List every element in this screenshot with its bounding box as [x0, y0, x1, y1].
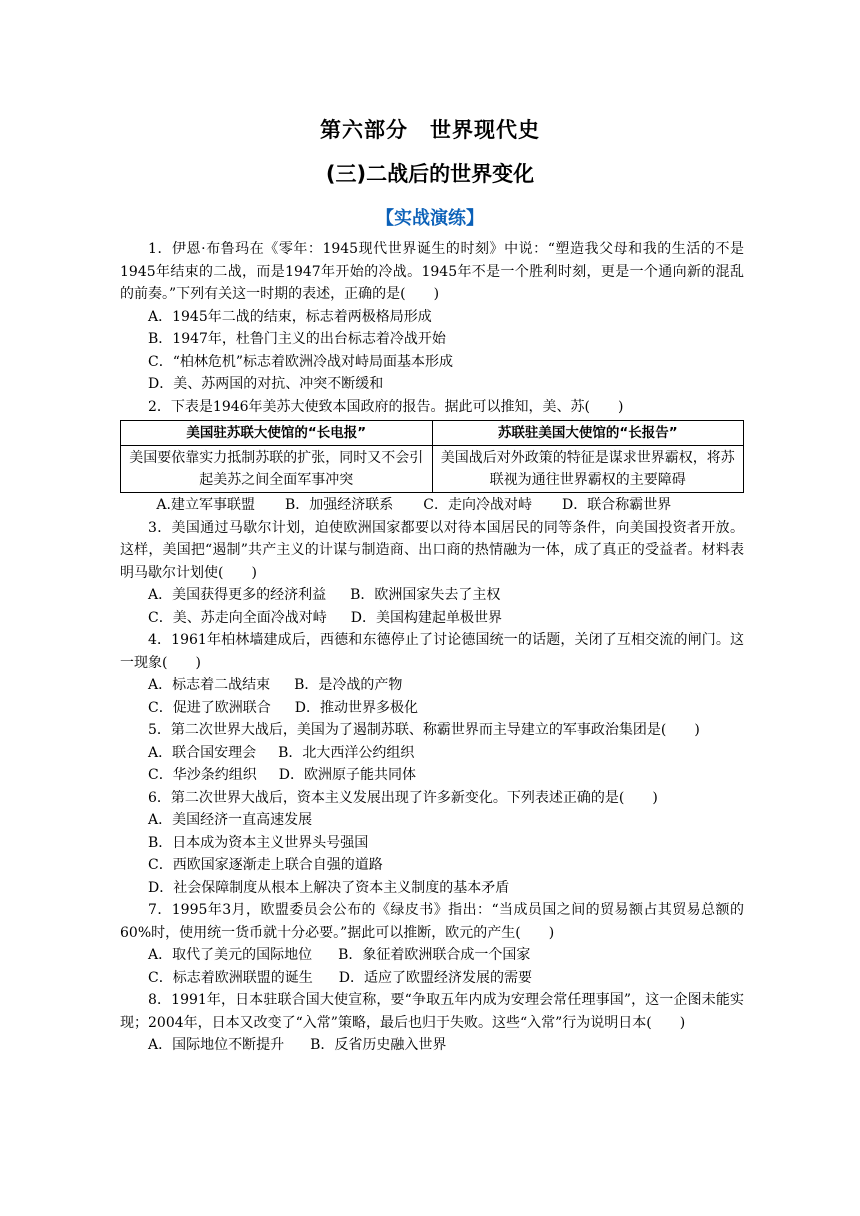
question-5-option-b: B．北大西洋公约组织 — [278, 744, 415, 761]
table-header-row — [121, 421, 744, 446]
question-4-options-row1 — [120, 674, 744, 697]
question-3-option-b: B．欧洲国家失去了主权 — [350, 587, 501, 603]
question-3-stem: 3．美国通过马歇尔计划，迫使欧洲国家都要以对待本国居民的同等条件，向美国投资者开放。这样，美国把“遏制”共产主义的计谋与制造商、出口商的热情融为一体，成了真正的受益者。材料表明马歇尔计划使( ) — [120, 519, 744, 581]
part-title: 第六部分 世界现代史 — [320, 118, 540, 142]
question-8-options-row1 — [120, 1034, 744, 1057]
question-8-option-b: B．反省历史融入世界 — [310, 1037, 447, 1053]
question-list — [120, 238, 744, 1057]
question-3-option-d: D．美国构建起单极世界 — [350, 609, 502, 626]
question-1-option-c: C．“柏林危机”标志着欧洲冷战对峙局面基本形成 — [148, 353, 454, 370]
table-cell: 美国要依靠实力抵制苏联的扩张，同时又不会引起美苏之间全面军事冲突 — [121, 446, 433, 493]
table-cell: 美国战后对外政策的特征是谋求世界霸权，将苏联视为通往世界霸权的主要障碍 — [432, 446, 744, 493]
section-heading: 【实战演练】 — [376, 208, 484, 229]
question-4-stem: 4．1961年柏林墙建成后，西德和东德停止了讨论德国统一的话题，关闭了互相交流的闸门。这一现象( ) — [120, 632, 744, 671]
question-3-options-row1 — [120, 584, 744, 607]
question-1-option-b: B．1947年，杜鲁门主义的出台标志着冷战开始 — [148, 331, 446, 347]
question-7-option-a: A．取代了美元的国际地位 — [148, 947, 313, 963]
question-3-option-c: C．美、苏走向全面冷战对峙 — [148, 609, 327, 626]
question-7-option-b: B．象征着欧洲联合成一个国家 — [338, 947, 531, 963]
question-1-option-d: D．美、苏两国的对抗、冲突不断缓和 — [148, 376, 384, 392]
question-6-option-d: D．社会保障制度从根本上解决了资本主义制度的基本矛盾 — [148, 879, 510, 896]
question-5-options-row1 — [120, 742, 744, 765]
question-6-option-c: C．西欧国家逐渐走上联合自强的道路 — [148, 857, 383, 873]
question-7-options-row1 — [120, 944, 744, 967]
question-7-options-row2 — [120, 967, 744, 990]
table-header-cell: 美国驻苏联大使馆的“长电报” — [121, 421, 433, 446]
question-3-option-a: A．美国获得更多的经济利益 — [148, 587, 327, 603]
question-7-option-c: C．标志着欧洲联盟的诞生 — [148, 969, 313, 986]
question-3-options-row2 — [120, 607, 744, 630]
question-1-option-a: A．1945年二战的结束，标志着两极格局形成 — [148, 308, 432, 325]
table-row — [121, 446, 744, 493]
table-header-cell: 苏联驻美国大使馆的“长报告” — [432, 421, 744, 446]
question-4-options-row2 — [120, 697, 744, 720]
question-2-option-d: D．联合称霸世界 — [561, 497, 672, 513]
question-2-option-a: A.建立军事联盟 — [156, 497, 255, 513]
question-5-option-d: D．欧洲原子能共同体 — [278, 767, 416, 783]
question-7-stem: 7．1995年3月，欧盟委员会公布的《绿皮书》指出：“当成员国之间的贸易额占其贸易总额的60%时，使用统一货币就十分必要。”据此可以推断，欧元的产生( ) — [120, 902, 744, 941]
question-6-stem: 6．第二次世界大战后，资本主义发展出现了许多新变化。下列表述正确的是( ) — [148, 789, 658, 806]
question-8-option-a: A．国际地位不断提升 — [148, 1037, 285, 1053]
question-4-option-c: C．促进了欧洲联合 — [148, 699, 271, 716]
question-4-option-a: A．标志着二战结束 — [148, 677, 271, 693]
question-4-option-d: D．推动世界多极化 — [294, 699, 418, 716]
question-2-stem: 2．下表是1946年美苏大使致本国政府的报告。据此可以推知，美、苏( ) — [148, 398, 624, 415]
question-5-options-row2 — [120, 764, 744, 787]
question-6-option-b: B．日本成为资本主义世界头号强国 — [148, 834, 369, 851]
question-5-stem: 5．第二次世界大战后，美国为了遏制苏联、称霸世界而主导建立的军事政治集团是( ) — [148, 722, 700, 738]
question-5-option-a: A．联合国安理会 — [148, 744, 257, 761]
question-1-stem: 1．伊恩·布鲁玛在《零年：1945现代世界诞生的时刻》中说：“塑造我父母和我的生活的不是1945年结束的二战，而是1947年开始的冷战。1945年不是一个胜利时刻，更是一个通向新的混乱的前奏。”下列有关这一时期的表述，正确的是( ) — [120, 241, 744, 302]
question-2-option-c: C．走向冷战对峙 — [423, 497, 532, 513]
question-5-option-c: C．华沙条约组织 — [148, 767, 257, 783]
question-2-table — [120, 420, 744, 493]
question-4-option-b: B．是冷战的产物 — [294, 677, 403, 693]
question-6-option-a: A．美国经济一直高速发展 — [148, 812, 313, 828]
question-7-option-d: D．适应了欧盟经济发展的需要 — [338, 969, 532, 986]
question-2-options — [120, 494, 744, 517]
chapter-title: (三)二战后的世界变化 — [325, 162, 535, 186]
question-8-stem: 8．1991年，日本驻联合国大使宣称，要“争取五年内成为安理会常任理事国”，这一企图未能实现；2004年，日本又改变了“入常”策略，最后也归于失败。这些“入常”行为说明日本( ) — [120, 992, 744, 1031]
question-2-option-b: B．加强经济联系 — [284, 497, 394, 513]
